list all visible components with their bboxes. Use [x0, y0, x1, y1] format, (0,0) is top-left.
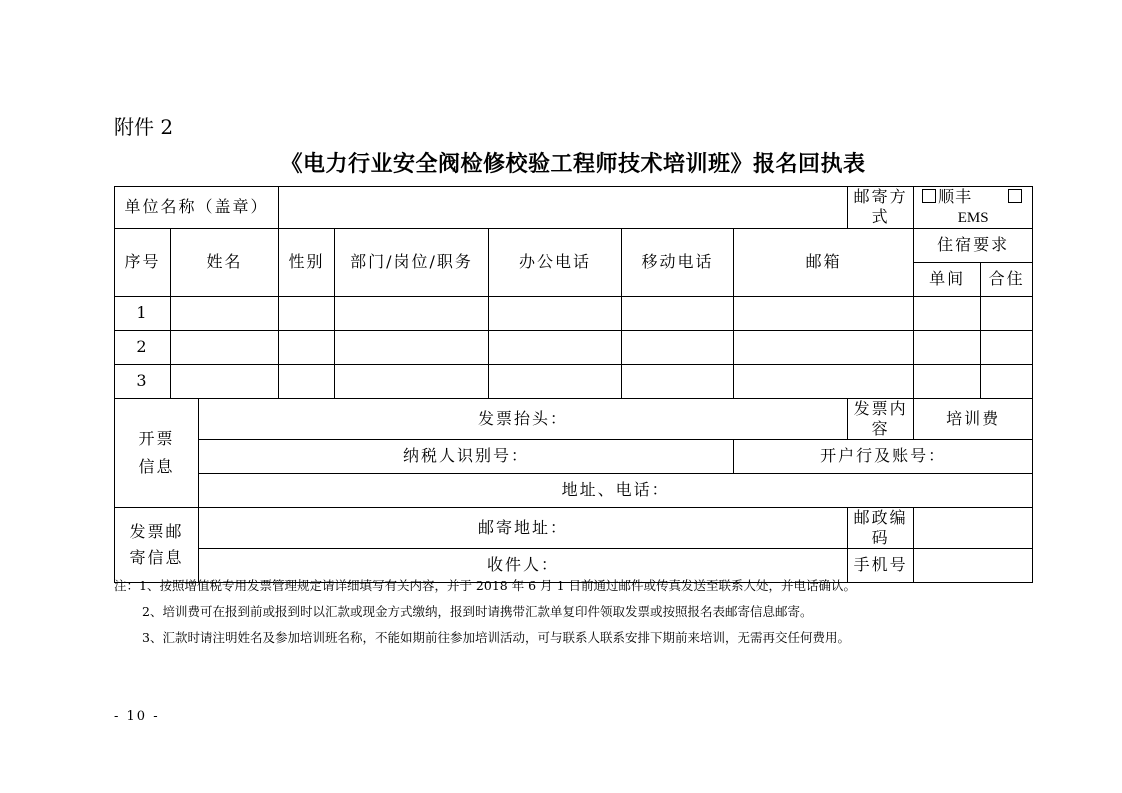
invoice-section-label: [115, 398, 199, 507]
note-line: 3、汇款时请注明姓名及参加培训班名称，不能如期前往参加培训活动，可与联系人联系安排下期前来培训，无需再交任何费用。: [142, 630, 850, 645]
taxpayer-row: [115, 439, 1033, 473]
table-row: [115, 330, 1033, 364]
invoice-content-label: 发票内容: [848, 398, 914, 439]
mailing-address-field[interactable]: 邮寄地址：: [199, 507, 848, 548]
name-cell[interactable]: [171, 296, 279, 330]
mailing-label-line1: 发票邮: [129, 521, 184, 541]
col-lodging: 住宿要求: [914, 228, 1033, 262]
email-cell[interactable]: [734, 364, 914, 398]
page-number: - 10 -: [114, 709, 160, 724]
checkbox-ems[interactable]: [1008, 189, 1022, 203]
note-line: 2、培训费可在报到前或报到时以汇款或现金方式缴纳，报到时请携带汇款单复印件领取发票或按照报名表邮寄信息邮寄。: [142, 604, 813, 619]
invoice-content-value: 培训费: [914, 398, 1033, 439]
mobile-cell[interactable]: [622, 330, 734, 364]
invoice-title-field[interactable]: 发票抬头：: [199, 398, 848, 439]
mailing-section-label: [115, 507, 199, 582]
unit-row: [115, 187, 1033, 229]
mobile-cell[interactable]: [622, 296, 734, 330]
mobile-cell[interactable]: [622, 364, 734, 398]
col-email: 邮箱: [734, 228, 914, 296]
gender-cell[interactable]: [279, 296, 335, 330]
form-title: 《电力行业安全阀检修校验工程师技术培训班》报名回执表: [280, 152, 866, 177]
row-number: 2: [115, 330, 171, 364]
col-gender: 性别: [279, 228, 335, 296]
option-ems-label: EMS: [957, 210, 989, 226]
recipient-field[interactable]: 收件人：: [199, 548, 848, 582]
invoice-title-row: [115, 398, 1033, 439]
single-room-cell[interactable]: [914, 330, 981, 364]
table-row: [115, 296, 1033, 330]
col-single-room: 单间: [914, 262, 981, 296]
mailing-label-line2: 寄信息: [129, 547, 184, 567]
col-seq: 序号: [115, 228, 171, 296]
option-sf-label: 顺丰: [938, 187, 973, 206]
email-cell[interactable]: [734, 330, 914, 364]
mail-method-label: 邮寄方式: [848, 187, 914, 229]
mailing-address-row: [115, 507, 1033, 548]
invoice-address-field[interactable]: 地址、电话：: [199, 473, 1033, 507]
notes: [114, 573, 856, 651]
checkbox-sf[interactable]: [922, 189, 936, 203]
note-line: 注：1、按照增值税专用发票管理规定请详细填写有关内容，并于 2018 年 6 月 1 日前通过邮件或传真发送至联系人处，并电话确认。: [114, 578, 857, 593]
column-header-row: [115, 228, 1033, 262]
col-office-phone: 办公电话: [489, 228, 622, 296]
registration-form-table: [114, 186, 1033, 583]
unit-name-label: 单位名称（盖章）: [115, 187, 279, 229]
gender-cell[interactable]: [279, 330, 335, 364]
col-dept: 部门/岗位/职务: [335, 228, 489, 296]
single-room-cell[interactable]: [914, 364, 981, 398]
postcode-field[interactable]: [914, 507, 1033, 548]
invoice-label-line2: 信息: [138, 456, 175, 476]
dept-cell[interactable]: [335, 296, 489, 330]
col-shared-room: 合住: [981, 262, 1033, 296]
dept-cell[interactable]: [335, 364, 489, 398]
bank-account-field[interactable]: 开户行及账号：: [734, 439, 1033, 473]
phone-field[interactable]: [914, 548, 1033, 582]
row-number: 3: [115, 364, 171, 398]
col-name: 姓名: [171, 228, 279, 296]
dept-cell[interactable]: [335, 330, 489, 364]
email-cell[interactable]: [734, 296, 914, 330]
name-cell[interactable]: [171, 330, 279, 364]
invoice-address-row: [115, 473, 1033, 507]
taxpayer-id-field[interactable]: 纳税人识别号：: [199, 439, 734, 473]
attachment-label: 附件 2: [114, 115, 174, 139]
office-phone-cell[interactable]: [489, 330, 622, 364]
shared-room-cell[interactable]: [981, 296, 1033, 330]
phone-label: 手机号: [848, 548, 914, 582]
shared-room-cell[interactable]: [981, 364, 1033, 398]
row-number: 1: [115, 296, 171, 330]
table-row: [115, 364, 1033, 398]
name-cell[interactable]: [171, 364, 279, 398]
postcode-label: 邮政编码: [848, 507, 914, 548]
gender-cell[interactable]: [279, 364, 335, 398]
unit-name-field[interactable]: [279, 187, 848, 229]
office-phone-cell[interactable]: [489, 296, 622, 330]
mail-method-options: [914, 187, 1033, 229]
col-mobile: 移动电话: [622, 228, 734, 296]
shared-room-cell[interactable]: [981, 330, 1033, 364]
office-phone-cell[interactable]: [489, 364, 622, 398]
invoice-label-line1: 开票: [138, 428, 175, 448]
single-room-cell[interactable]: [914, 296, 981, 330]
